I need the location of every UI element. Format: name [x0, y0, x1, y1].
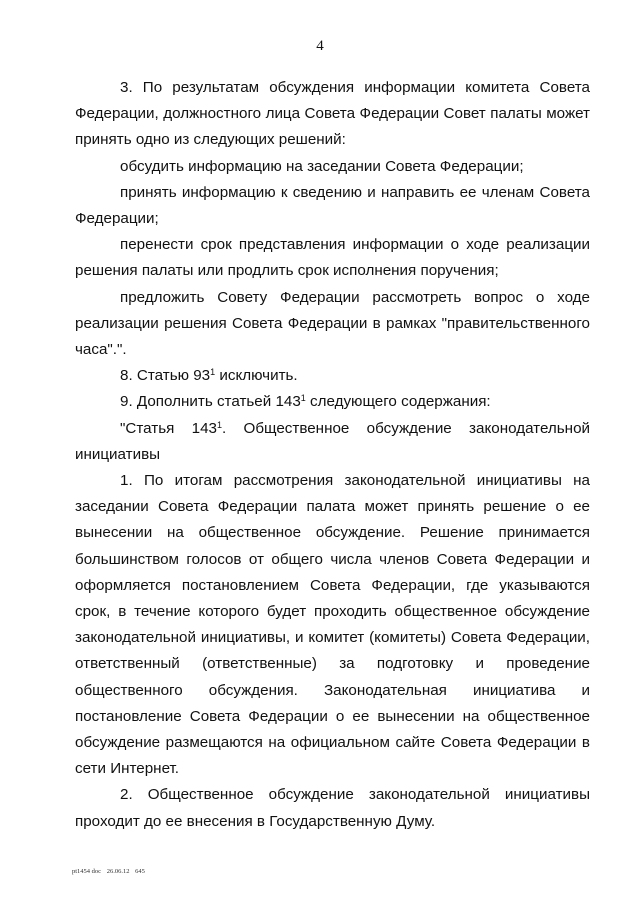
article-heading	[75, 416, 590, 468]
item8-text: 8. Статью 93	[120, 367, 211, 385]
article-heading-text: "Статья 143	[120, 419, 217, 437]
document-body	[75, 75, 590, 835]
footer-code: 645	[135, 868, 145, 875]
footer-date: 26.06.12	[106, 868, 130, 875]
paragraph-option-take-note: принять информацию к сведению и направить ее членам Совета Федерации;	[75, 183, 590, 228]
page-number: 4	[316, 38, 324, 54]
article-heading-title: . Общественное обсуждение законодательной инициативы	[75, 419, 590, 463]
paragraph-option-postpone: перенести срок представления информации о ходе реализации решения палаты или продлить срок исполнения поручения;	[75, 236, 590, 280]
clause-2: 2. Общественное обсуждение законодательной инициативы проходит до ее внесения в Государственную Думу.	[75, 786, 590, 830]
item8-superscript: 1	[210, 367, 216, 378]
article-heading-superscript: 1	[216, 419, 222, 430]
item9-superscript: 1	[300, 393, 306, 404]
item9-text: 9. Дополнить статьей 143	[120, 393, 301, 411]
paragraph-item-9	[75, 389, 590, 415]
paragraph-option-propose: предложить Совету Федерации рассмотреть вопрос о ходе реализации решения Совета Федерации в рамках "правительственного часа".".	[75, 288, 590, 359]
paragraph-item-3: 3. По результатам обсуждения информации комитета Совета Федерации, должностного лица Совета Федерации Совет палаты может принять одно из следующих решений:	[75, 79, 590, 149]
paragraph-item-8	[75, 363, 590, 389]
footer-file-info	[72, 868, 149, 875]
clause-1: 1. По итогам рассмотрения законодательной инициативы на заседании Совета Федерации палата может принять решение о ее вынесении на общественное обсуждение. Решение принимается большинством голосов от общего числа членов Совета Федерации и оформляется постановлением Совета Федерации, где указываются срок, в течение которого будет проходить общественное обсуждение законодательной инициативы, и комитет (комитеты) Совета Федерации, ответственный (ответственные) за подготовку и проведение общественного обсуждения. Законодательная инициатива и постановление Совета Федерации о ее вынесении на общественное обсуждение размещаются на официальном сайте Совета Федерации в сети Интернет.	[75, 472, 590, 778]
item8-text-end: исключить.	[215, 367, 298, 385]
footer-file-name: pt1454 doc	[72, 868, 102, 875]
paragraph-option-discuss: обсудить информацию на заседании Совета Федерации;	[120, 157, 524, 175]
item9-text-end: следующего содержания:	[305, 393, 491, 411]
